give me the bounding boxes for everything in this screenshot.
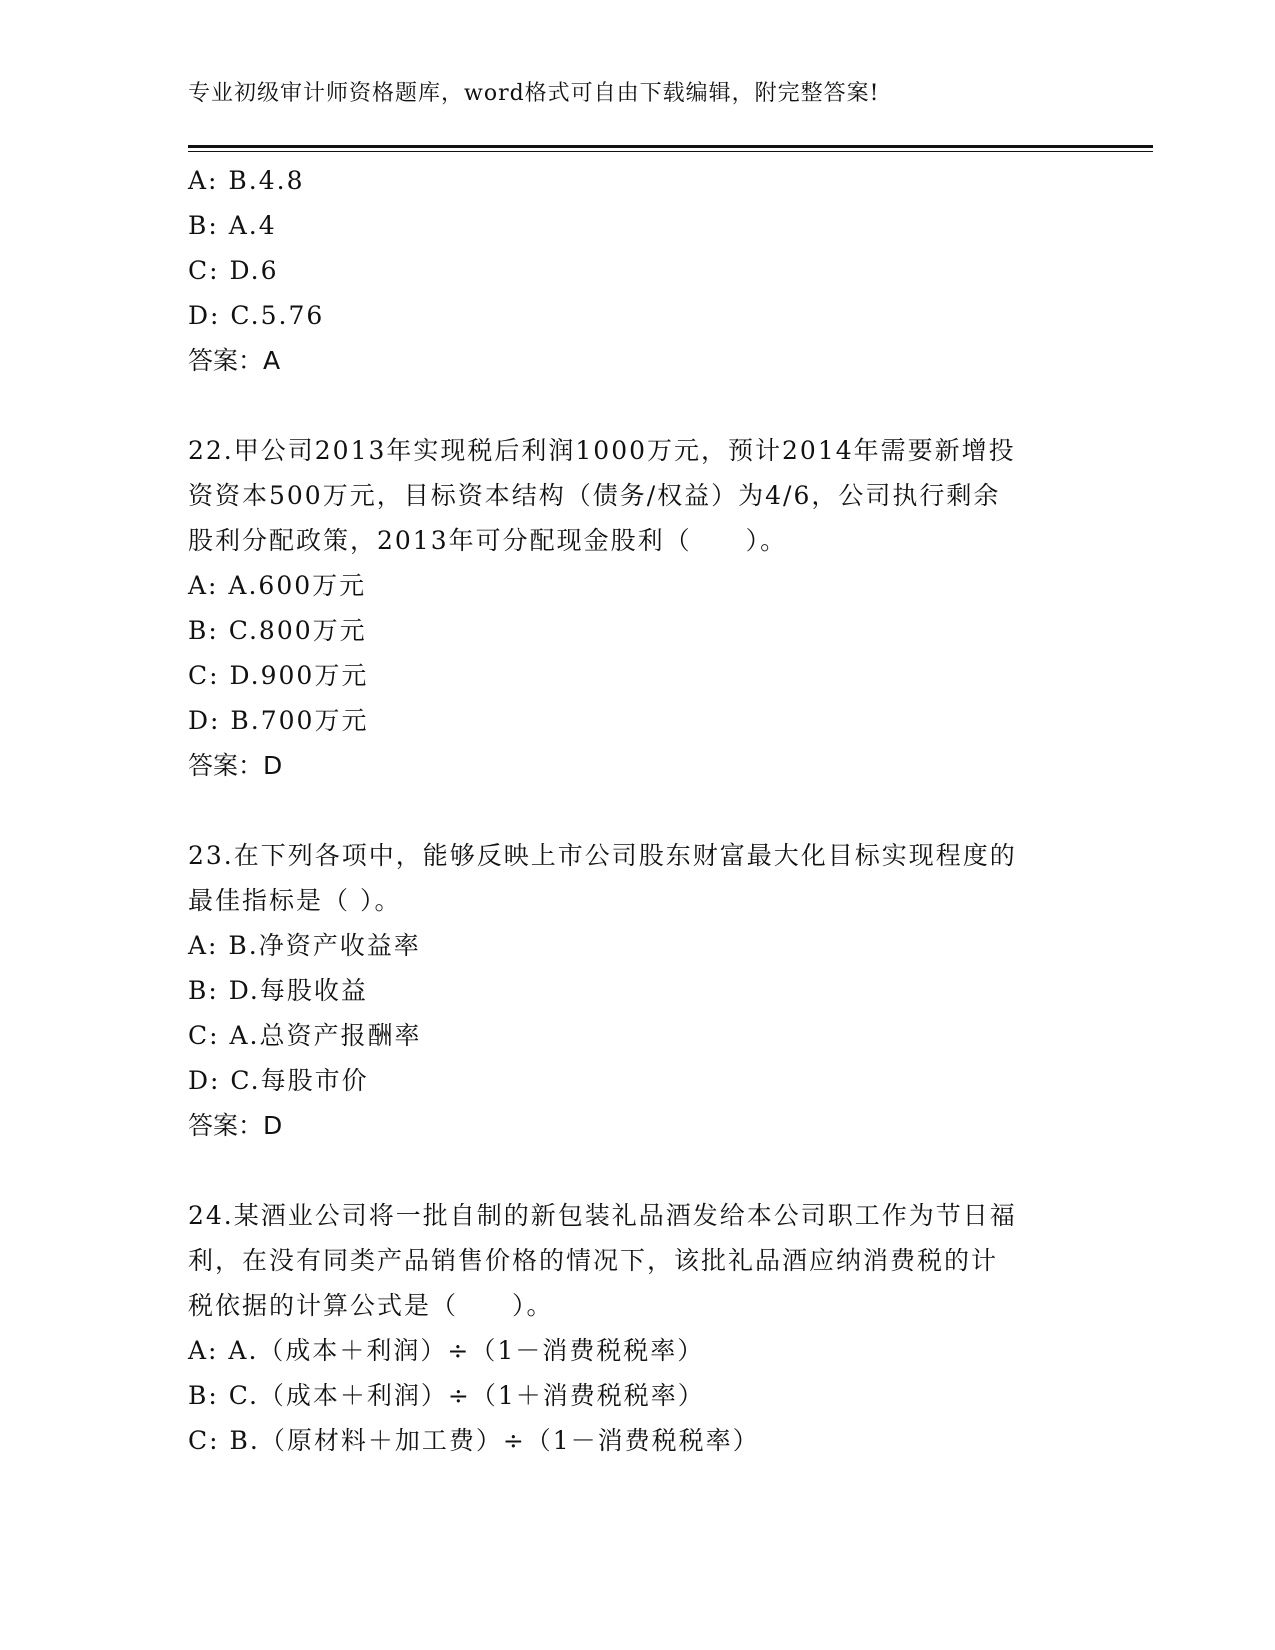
option-a: A: A.（成本＋利润）÷（1－消费税税率）: [188, 1336, 705, 1365]
header-divider-thin: [188, 151, 1153, 152]
header-divider-thick: [188, 145, 1153, 148]
option-d: D: C.每股市价: [188, 1066, 369, 1095]
stem-line: 利，在没有同类产品销售价格的情况下，该批礼品酒应纳消费税的计: [188, 1246, 999, 1275]
stem-line: 税依据的计算公式是（ ）。: [188, 1291, 554, 1320]
option-c: C: B.（原材料＋加工费）÷（1－消费税税率）: [188, 1426, 760, 1455]
stem-line: 股利分配政策，2013年可分配现金股利（ ）。: [188, 526, 788, 555]
option-a: A: B.4.8: [188, 166, 305, 195]
answer-line: 答案：A: [188, 346, 281, 375]
stem-line: 资资本500万元，目标资本结构（债务/权益）为4/6，公司执行剩余: [188, 481, 1001, 510]
question-gap: [188, 788, 1088, 833]
answer-line: 答案：D: [188, 751, 283, 780]
stem-line: 22.甲公司2013年实现税后利润1000万元，预计2014年需要新增投: [188, 436, 1016, 465]
option-b: B: C.（成本＋利润）÷（1＋消费税税率）: [188, 1381, 705, 1410]
question-stem: [188, 1193, 1088, 1328]
option-b: B: D.每股收益: [188, 976, 368, 1005]
option-a: A: B.净资产收益率: [188, 931, 421, 960]
option-b: B: C.800万元: [188, 616, 367, 645]
question-gap: [188, 1148, 1088, 1193]
question-gap: [188, 383, 1088, 428]
question-21: [188, 158, 1088, 383]
question-22: [188, 428, 1088, 788]
option-d: D: C.5.76: [188, 301, 325, 330]
stem-line: 24.某酒业公司将一批自制的新包装礼品酒发给本公司职工作为节日福: [188, 1201, 1017, 1230]
option-a: A: A.600万元: [188, 571, 367, 600]
option-b: B: A.4: [188, 211, 277, 240]
stem-line: 23.在下列各项中，能够反映上市公司股东财富最大化目标实现程度的: [188, 841, 1017, 870]
question-23: [188, 833, 1088, 1148]
document-header-note: 专业初级审计师资格题库，word格式可自由下载编辑，附完整答案!: [188, 81, 880, 106]
stem-line: 最佳指标是（ ）。: [188, 886, 402, 915]
option-c: C: D.6: [188, 256, 279, 285]
question-24: [188, 1193, 1088, 1463]
option-c: C: D.900万元: [188, 661, 369, 690]
option-c: C: A.总资产报酬率: [188, 1021, 422, 1050]
question-stem: [188, 428, 1088, 563]
question-stem: [188, 833, 1088, 923]
question-list: [188, 158, 1088, 1463]
answer-line: 答案：D: [188, 1111, 283, 1140]
option-d: D: B.700万元: [188, 706, 369, 735]
